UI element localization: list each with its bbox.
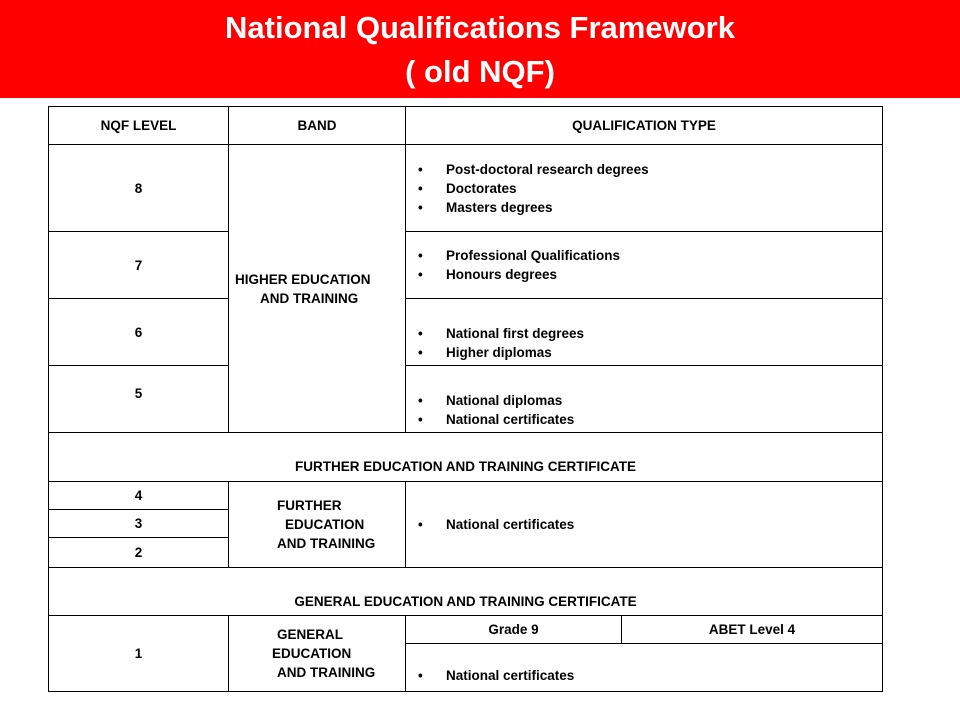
header-band: BAND (229, 107, 406, 145)
abet-level-4-cell: ABET Level 4 (622, 616, 883, 644)
qualification-cell (406, 644, 883, 692)
list-item: • Professional Qualifications (418, 246, 882, 265)
certificate-row-get (49, 568, 883, 616)
page-subtitle: ( old NQF) (405, 54, 555, 89)
qualification-cell (406, 366, 883, 433)
title-banner (0, 0, 960, 98)
level-cell: 4 (49, 482, 229, 510)
list-item: • Higher diplomas (418, 343, 882, 362)
level-cell: 8 (49, 145, 229, 232)
band-general-education: GENERAL EDUCATION AND TRAINING (229, 616, 406, 692)
level-cell: 6 (49, 299, 229, 366)
header-qualification-type: QUALIFICATION TYPE (406, 107, 883, 145)
list-item: • Doctorates (418, 179, 882, 198)
list-item: • National certificates (418, 666, 882, 685)
list-item: • Masters degrees (418, 198, 882, 217)
header-nqf-level: NQF LEVEL (49, 107, 229, 145)
table-row (49, 232, 883, 299)
get-certificate: GENERAL EDUCATION AND TRAINING CERTIFICATE (49, 568, 883, 616)
page-title: National Qualifications Framework (225, 10, 735, 45)
list-item: • Honours degrees (418, 265, 882, 284)
level-cell: 3 (49, 510, 229, 538)
nqf-table (48, 106, 883, 692)
qualification-cell (406, 145, 883, 232)
list-item: • National first degrees (418, 324, 882, 343)
band-higher-education: HIGHER EDUCATION AND TRAINING (229, 145, 406, 433)
table-row (49, 482, 883, 510)
table-row (49, 616, 883, 644)
table-row (49, 366, 883, 433)
qualification-cell (406, 482, 883, 568)
list-item: • National certificates (418, 410, 882, 429)
level-cell: 5 (49, 366, 229, 433)
level-cell: 7 (49, 232, 229, 299)
table-row (49, 299, 883, 366)
qualification-cell (406, 299, 883, 366)
qualification-cell (406, 232, 883, 299)
band-further-education: FURTHER EDUCATION AND TRAINING (229, 482, 406, 568)
list-item: • National diplomas (418, 391, 882, 410)
list-item: • Post-doctoral research degrees (418, 160, 882, 179)
grade-9-cell: Grade 9 (406, 616, 622, 644)
fet-certificate: FURTHER EDUCATION AND TRAINING CERTIFICATE (49, 433, 883, 482)
certificate-row-fet (49, 433, 883, 482)
header-row (49, 107, 883, 145)
list-item: • National certificates (418, 515, 882, 534)
level-cell: 2 (49, 538, 229, 568)
table-row (49, 145, 883, 232)
level-cell: 1 (49, 616, 229, 692)
